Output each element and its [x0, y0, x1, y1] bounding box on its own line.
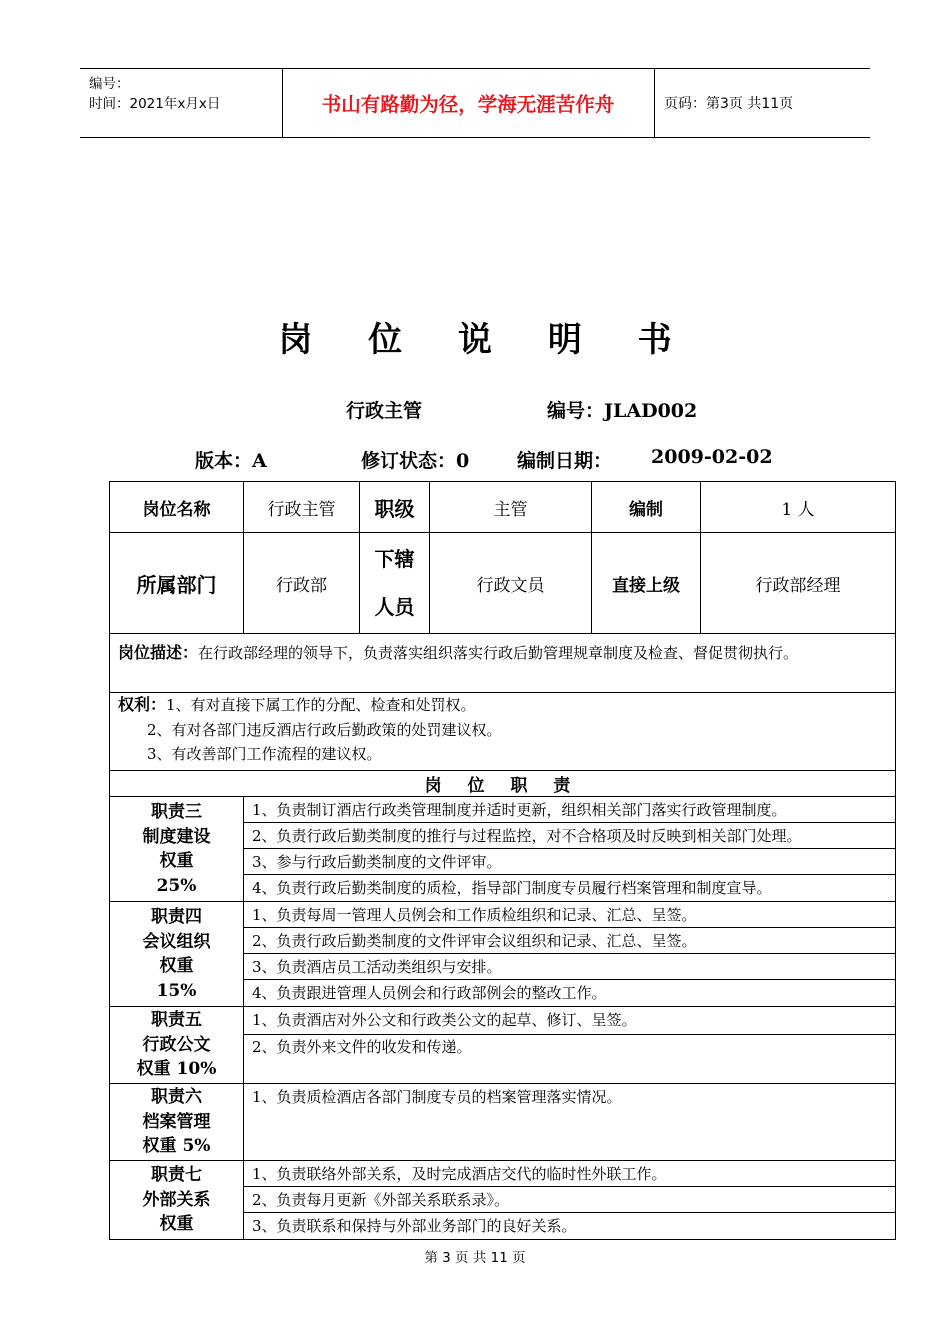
- duty-name-line: 权重: [159, 851, 194, 871]
- duty-items-cell: [244, 1084, 896, 1161]
- table-row: [110, 634, 896, 693]
- duty-item: 4、负责行政后勤类制度的质检，指导部门制度专员履行档案管理和制度宣导。: [252, 879, 772, 897]
- table-row: [110, 482, 896, 533]
- date-value: 2009-02-02: [651, 446, 773, 468]
- duty-name-cell: [110, 797, 244, 902]
- duty-item: 1、负责制订酒店行政类管理制度并适时更新，组织相关部门落实行政管理制度。: [244, 797, 895, 823]
- job-description-table: [109, 481, 896, 1240]
- duty-name-line: 权重 5%: [142, 1136, 211, 1157]
- grade-label: 职级: [360, 482, 430, 533]
- duty-name-line: 职责六: [151, 1087, 202, 1108]
- rights-item: 3、有改善部门工作流程的建议权。: [147, 745, 382, 763]
- duty-name-line: 权重: [159, 1214, 194, 1235]
- duty-item: 1、负责联络外部关系，及时完成酒店交代的临时性外联工作。: [244, 1161, 895, 1187]
- table-row: [110, 771, 896, 797]
- rights-label: 权利：: [118, 695, 167, 714]
- document-version: 版本：A: [195, 450, 267, 472]
- document-title: 岗 位 说 明 书: [278, 320, 694, 360]
- duty-name-cell: [110, 902, 244, 1007]
- duty-item: 2、负责行政后勤类制度的文件评审会议组织和记录、汇总、呈签。: [244, 928, 895, 954]
- serial-label: 编号：: [89, 76, 130, 92]
- description-cell: [110, 634, 896, 693]
- duty-item: 3、参与行政后勤类制度的文件评审。: [244, 849, 895, 875]
- duty-name-line: 职责五: [151, 1010, 202, 1031]
- subordinates-label-line2: 人员: [374, 595, 415, 619]
- revision-status: 修订状态：0: [361, 450, 470, 472]
- duty-name-line: 会议组织: [142, 931, 211, 952]
- document-code: 编号：JLAD002: [547, 400, 698, 422]
- subordinates-value: 行政文员: [430, 533, 592, 634]
- department-value: 行政部: [244, 533, 360, 634]
- duty-item: 2、负责行政后勤类制度的推行与过程监控，对不合格项及时反映到相关部门处理。: [244, 823, 895, 849]
- time-label: 时间：2021年x月x日: [89, 96, 221, 112]
- superior-value: 行政部经理: [701, 533, 896, 634]
- post-name-value: 行政主管: [244, 482, 360, 533]
- superior-label: 直接上级: [592, 533, 701, 634]
- description-label: 岗位描述：: [118, 643, 199, 662]
- page-header: [80, 68, 870, 138]
- rights-item: 2、有对各部门违反酒店行政后勤政策的处罚建议权。: [147, 720, 502, 739]
- headcount-label: 编制: [592, 482, 701, 533]
- duty-items-cell: [244, 1161, 896, 1240]
- duty-name-line: 职责七: [151, 1165, 202, 1186]
- duty-item: 3、负责酒店员工活动类组织与安排。: [244, 954, 895, 980]
- duty-name-line: 权重 10%: [136, 1059, 217, 1080]
- duty-name-cell: [110, 1161, 244, 1240]
- header-slogan: 书山有路勤为径，学海无涯苦作舟: [282, 69, 655, 137]
- duty-name-line: 权重: [159, 956, 194, 976]
- duty-item: 4、负责跟进管理人员例会和行政部例会的整改工作。: [252, 984, 607, 1002]
- department-label: 所属部门: [110, 533, 244, 634]
- duty-item: 1、负责每周一管理人员例会和工作质检组织和记录、汇总、呈签。: [244, 902, 895, 928]
- duty-group: [110, 1007, 896, 1084]
- duty-items-cell: [244, 797, 896, 902]
- duty-name-line: 15%: [156, 980, 197, 1001]
- table-row: [110, 693, 896, 771]
- duty-item: 1、负责酒店对外公文和行政类公文的起草、修订、呈签。: [244, 1007, 895, 1035]
- description-text: 在行政部经理的领导下，负责落实组织落实行政后勤管理规章制度及检查、督促贯彻执行。: [198, 644, 799, 662]
- header-page-info: 页码：第3页 共11页: [664, 96, 794, 112]
- duty-group: [110, 797, 896, 902]
- duty-group: [110, 1161, 896, 1240]
- subordinates-label-line1: 下辖: [374, 547, 415, 571]
- duty-name-line: 制度建设: [142, 826, 211, 847]
- post-name-label: 岗位名称: [110, 482, 244, 533]
- duty-name-cell: [110, 1007, 244, 1084]
- duty-name-line: 外部关系: [142, 1189, 211, 1210]
- duty-name-line: 25%: [156, 875, 197, 896]
- table-row: [110, 533, 896, 634]
- duty-items-cell: [244, 1007, 896, 1084]
- duty-items-cell: [244, 902, 896, 1007]
- duty-item: 2、负责每月更新《外部关系联系录》。: [244, 1187, 895, 1213]
- duty-group: [110, 1084, 896, 1161]
- rights-item: 1、有对直接下属工作的分配、检查和处罚权。: [166, 696, 476, 714]
- subordinates-label: [360, 533, 430, 634]
- duties-title: 岗 位 职 责: [110, 771, 896, 797]
- duty-item: 3、负责联系和保持与外部业务部门的良好关系。: [252, 1217, 577, 1235]
- duty-name-cell: [110, 1084, 244, 1161]
- duty-name-line: 职责三: [151, 802, 202, 822]
- grade-value: 主管: [430, 482, 592, 533]
- duty-item: 2、负责外来文件的收发和传递。: [252, 1038, 472, 1056]
- duty-name-line: 档案管理: [142, 1111, 211, 1132]
- header-info-cell: [80, 69, 283, 137]
- duty-group: [110, 902, 896, 1007]
- date-label: 编制日期：: [517, 450, 613, 472]
- duty-item: 1、负责质检酒店各部门制度专员的档案管理落实情况。: [252, 1088, 622, 1106]
- duty-name-line: 行政公文: [142, 1034, 211, 1055]
- rights-cell: [110, 693, 896, 771]
- page-footer: 第 3 页 共 11 页: [424, 1250, 526, 1266]
- headcount-value: 1 人: [701, 482, 896, 533]
- position-name: 行政主管: [346, 400, 423, 422]
- duty-name-line: 职责四: [151, 907, 202, 927]
- rights-line-1: [110, 693, 895, 718]
